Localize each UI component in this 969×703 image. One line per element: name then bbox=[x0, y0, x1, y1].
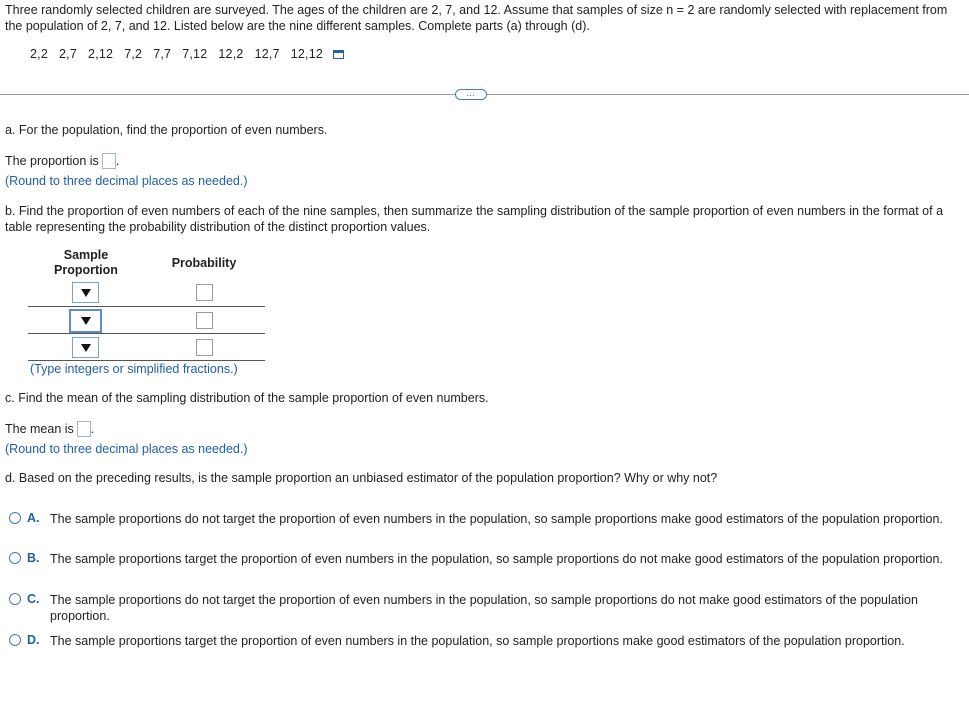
radio-button[interactable] bbox=[9, 634, 21, 646]
sample-item: 7,7 bbox=[153, 47, 172, 61]
part-b-question: b. Find the proportion of even numbers of each of the nine samples, then summarize the sampling distribution of the sample proportion of even numbers in the format of a table representing the probability distribution of the distinct proportion values. bbox=[5, 204, 944, 234]
chevron-down-icon bbox=[81, 289, 91, 297]
part-c-answer-line: The mean is . bbox=[5, 422, 95, 436]
radio-button[interactable] bbox=[9, 593, 21, 605]
part-d-question: d. Based on the preceding results, is the sample proportion an unbiased estimator of the population proportion? Why or why not? bbox=[5, 471, 718, 485]
part-a-prompt: The proportion is bbox=[5, 154, 99, 168]
part-c-hint: (Round to three decimal places as needed.) bbox=[5, 442, 248, 456]
sample-item: 2,7 bbox=[59, 47, 77, 61]
probability-input[interactable] bbox=[196, 284, 213, 301]
sample-item: 12,12 bbox=[290, 47, 324, 61]
problem-statement: Three randomly selected children are surveyed. The ages of the children are 2, 7, and 12. Assume that samples of size n = 2 are randomly selected with replacement from the population of 2, 7, and 12. Listed below are the nine different samples. Complete parts (a) through (d). bbox=[5, 3, 948, 33]
samples-list bbox=[30, 47, 344, 61]
sample-proportion-header: Sample Proportion bbox=[54, 248, 118, 277]
sample-item: 7,12 bbox=[182, 47, 208, 61]
part-a-hint: (Round to three decimal places as needed.) bbox=[5, 174, 248, 188]
sample-item: 12,7 bbox=[254, 47, 280, 61]
option-d[interactable]: D. The sample proportions target the proportion of even numbers in the population, so sample proportions make good estimators of the population proportion. bbox=[9, 633, 959, 649]
table-divider bbox=[28, 333, 265, 334]
chevron-down-icon bbox=[81, 317, 91, 325]
chevron-down-icon bbox=[81, 344, 91, 352]
radio-button[interactable] bbox=[9, 512, 21, 524]
option-b[interactable]: B. The sample proportions target the proportion of even numbers in the population, so sample proportions do not make good estimators of the population proportion. bbox=[9, 551, 959, 583]
option-text: The sample proportions target the proportion of even numbers in the population, so sample proportions do not make good estimators of the population proportion. bbox=[50, 552, 943, 566]
probability-input[interactable] bbox=[196, 339, 213, 356]
probability-header: Probability bbox=[171, 256, 237, 270]
expand-more-button[interactable]: … bbox=[455, 89, 487, 100]
sample-proportion-dropdown[interactable] bbox=[72, 337, 99, 358]
option-a[interactable]: A. The sample proportions do not target the proportion of even numbers in the population, so sample proportions make good estimators of the population proportion. bbox=[9, 511, 959, 543]
part-a-answer-line: The proportion is . bbox=[5, 154, 120, 168]
sample-item: 2,2 bbox=[30, 47, 48, 61]
radio-button[interactable] bbox=[9, 552, 21, 564]
part-c-question: c. Find the mean of the sampling distribution of the sample proportion of even numbers. bbox=[5, 391, 489, 405]
copy-icon[interactable] bbox=[333, 48, 344, 57]
sample-proportion-dropdown[interactable] bbox=[69, 309, 102, 333]
table-divider bbox=[28, 306, 265, 307]
sample-item: 12,2 bbox=[218, 47, 244, 61]
part-a-question: a. For the population, find the proportion of even numbers. bbox=[5, 123, 328, 137]
table-divider bbox=[28, 360, 265, 361]
proportion-input[interactable] bbox=[102, 153, 116, 169]
part-c-prompt: The mean is bbox=[5, 422, 74, 436]
option-c[interactable]: C. The sample proportions do not target the proportion of even numbers in the population, so sample proportions do not make good estimators of the population proportion. bbox=[9, 592, 959, 624]
option-text: The sample proportions do not target the proportion of even numbers in the population, so sample proportions do not make good estimators of the population proportion. bbox=[50, 593, 918, 623]
part-b-hint: (Type integers or simplified fractions.) bbox=[30, 362, 238, 376]
option-text: The sample proportions do not target the proportion of even numbers in the population, so sample proportions make good estimators of the population proportion. bbox=[50, 512, 943, 526]
sample-item: 7,2 bbox=[124, 47, 143, 61]
option-text: The sample proportions target the proportion of even numbers in the population, so sample proportions make good estimators of the population proportion. bbox=[50, 634, 905, 648]
sample-proportion-dropdown[interactable] bbox=[72, 282, 99, 303]
mean-input[interactable] bbox=[77, 421, 91, 437]
probability-input[interactable] bbox=[196, 312, 213, 329]
sample-item: 2,12 bbox=[88, 47, 114, 61]
